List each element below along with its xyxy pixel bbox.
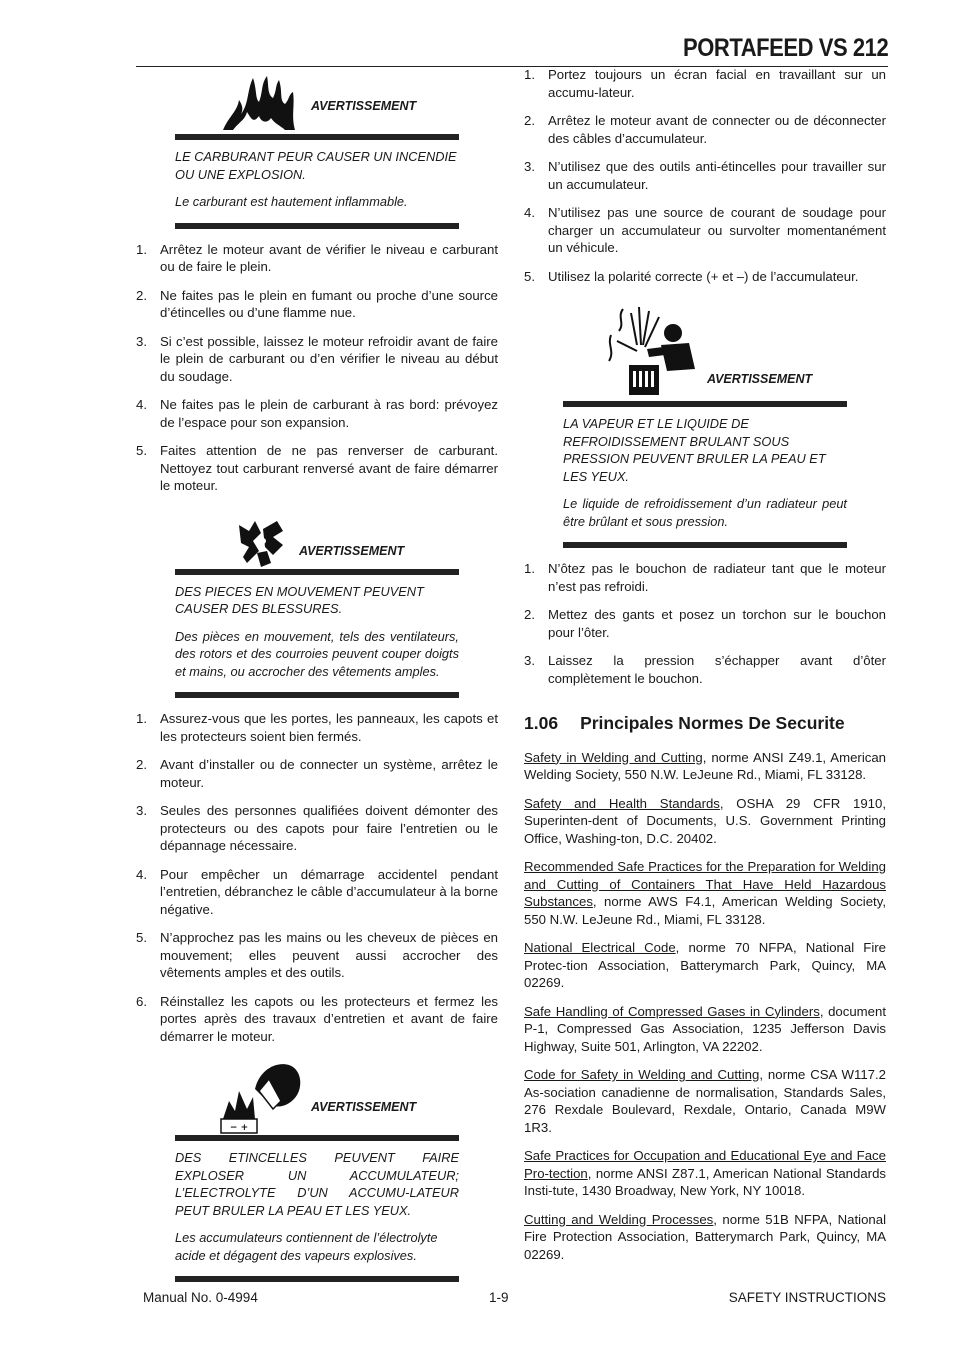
warning-box-fuel [175, 72, 459, 229]
hot-coolant-icon [603, 305, 699, 399]
warning-detail: Le liquide de refroidissement d’un radiateur peut être brûlant et sous pression. [563, 496, 847, 529]
list-item: 1. N’ôtez pas le bouchon de radiateur tant que le moteur n’est pas refroidi. [524, 561, 886, 594]
reference-item: Code for Safety in Welding and Cutting, norme CSA W117.2 As-sociation canadienne de normalisation, Standards Sales, 276 Rexdale Boulevard, Rexdale, Ontario, Canada M9W 1R3. [524, 1067, 886, 1135]
fire-icon [219, 72, 299, 132]
list-item: 2. Mettez des gants et posez un torchon sur le bouchon pour l’ôter. [524, 607, 886, 640]
warning-rule [563, 542, 847, 548]
list-item: 3. Laissez la pression s’échapper avant d’ôter complètement le bouchon. [524, 653, 886, 686]
warning-detail: Le carburant est hautement inflammable. [175, 194, 408, 209]
warning-detail: Les accumulateurs contiennent de l’électrolyte acide et dégagent des vapeurs explosives. [175, 1230, 438, 1263]
list-item: 5. Utilisez la polarité correcte (+ et –) de l’accumulateur. [524, 268, 859, 284]
list-item: 3. N’utilisez que des outils anti-étincelles pour travailler sur un accumulateur. [524, 159, 886, 192]
warning-text [175, 140, 459, 223]
warning-box-battery [175, 1061, 459, 1282]
footer-page-number: 1-9 [489, 1290, 509, 1305]
warning-label: AVERTISSEMENT [299, 543, 405, 558]
warning-rule [175, 692, 459, 698]
list-item: 2. Ne faites pas le plein en fumant ou proche d’une source d’étincelles ou d’une flamme nue. [136, 287, 498, 320]
reference-item: Safety in Welding and Cutting, norme ANSI Z49.1, American Welding Society, 550 N.W. LeJeune Rd., Miami, FL 33128. [524, 749, 887, 782]
list-item: 4. Pour empêcher un démarrage accidentel pendant l’entretien, débranchez le câble d’accumulateur à la borne négative. [136, 866, 498, 917]
warning-headline: DES ETINCELLES PEUVENT FAIRE EXPLOSER UN ACCUMULATEUR; L’ELECTROLYTE D’UN ACCUMU-LATEUR PEUT BRULER LA PEAU ET LES YEUX. [175, 1150, 459, 1218]
footer-manual-number: Manual No. 0-4994 [143, 1290, 258, 1305]
battery-explosion-icon [219, 1061, 303, 1135]
document-title: PORTAFEED VS 212 [682, 34, 888, 62]
list-item: 5. N’approchez pas les mains ou les cheveux de pièces en mouvement; elles peuvent aussi accrocher des vêtements amples et des outils. [136, 930, 498, 980]
reference-item: Cutting and Welding Processes, norme 51B NFPA, National Fire Protection Association, Batterymarch Park, Quincy, MA 02269. [524, 1211, 887, 1262]
list-item: 5. Faites attention de ne pas renverser de carburant. Nettoyez tout carburant renversé avant de faire démarrer le moteur. [136, 443, 498, 493]
reference-item: Recommended Safe Practices for the Preparation for Welding and Cutting of Containers That Have Held Hazardous Substances, norme AWS F4.1, American Welding Society, 550 N.W. LeJeune Rd., Miami, FL 33128. [524, 859, 886, 927]
warning-text [563, 407, 847, 542]
warning-text [175, 1141, 459, 1276]
reference-item: Safe Handling of Compressed Gases in Cylinders, document P-1, Compressed Gas Association, 1235 Jefferson Davis Highway, Suite 501, Arlington, VA 22202. [524, 1003, 886, 1054]
reference-item: Safety and Health Standards, OSHA 29 CFR 1910, Superinten-dent of Documents, U.S. Government Printing Office, Washing-ton, D.C. 20402. [524, 795, 886, 846]
section-number: 1.06 [524, 713, 559, 733]
left-column [136, 72, 498, 1282]
warning-rule [175, 223, 459, 229]
warning-rule [175, 1276, 459, 1282]
moving-parts-list [136, 710, 498, 1045]
standards-references [524, 749, 886, 1264]
list-item: 2. Avant d’installer ou de connecter un système, arrêtez le moteur. [136, 757, 498, 790]
footer-section-name: SAFETY INSTRUCTIONS [728, 1290, 886, 1305]
section-title: Principales Normes De Securite [580, 713, 845, 733]
warning-headline: LE CARBURANT PEUR CAUSER UN INCENDIE OU UNE EXPLOSION. [175, 149, 457, 182]
warning-label: AVERTISSEMENT [311, 1100, 417, 1114]
moving-parts-icon [233, 517, 289, 569]
reference-item: National Electrical Code, norme 70 NFPA, National Fire Protec-tion Association, Batterymarch Park, Quincy, MA 02269. [524, 940, 886, 990]
section-heading [524, 715, 886, 733]
warning-label: AVERTISSEMENT [707, 372, 813, 386]
list-item: 1. Portez toujours un écran facial en travaillant sur un accumu-lateur. [524, 67, 886, 100]
warning-detail: Des pièces en mouvement, tels des ventilateurs, des rotors et des courroies peuvent couper doigts et mains, ou accrocher des vêtements amples. [175, 628, 459, 679]
warning-box-moving-parts [175, 513, 459, 699]
reference-item: Safe Practices for Occupation and Educational Eye and Face Pro-tection, norme ANSI Z87.1, American National Standards Insti-tute, 1430 Broadway, New York, NY 10018. [524, 1148, 886, 1198]
list-item: 3. Seules des personnes qualifiées doivent démonter des protecteurs ou des capots pour faire l’entretien ou le dépannage nécessaire. [136, 803, 498, 853]
warning-text [175, 575, 459, 693]
battery-safety-list [524, 66, 886, 285]
list-item: 4. Ne faites pas le plein de carburant à ras bord: prévoyez de l’espace pour son expansion. [136, 397, 498, 430]
warning-label: AVERTISSEMENT [311, 99, 417, 113]
warning-headline: DES PIECES EN MOUVEMENT PEUVENT CAUSER DES BLESSURES. [175, 583, 424, 616]
list-item: 4. N’utilisez pas une source de courant de soudage pour charger un accumulateur ou survolter momentanément un véhicule. [524, 205, 886, 255]
list-item: 1. Assurez-vous que les portes, les panneaux, les capots et les protecteurs soient bien fermés. [136, 711, 498, 744]
coolant-safety-list [524, 560, 886, 687]
battery-terminal-label: − + [229, 1123, 249, 1133]
right-column [524, 66, 886, 1274]
fuel-safety-list [136, 241, 498, 495]
warning-box-coolant [563, 303, 847, 548]
list-item: 1. Arrêtez le moteur avant de vérifier le niveau e carburant ou de faire le plein. [136, 241, 498, 274]
warning-headline: LA VAPEUR ET LE LIQUIDE DE REFROIDISSEMENT BRULANT SOUS PRESSION PEUVENT BRULER LA PEAU ET LES YEUX. [563, 416, 826, 484]
list-item: 3. Si c’est possible, laissez le moteur refroidir avant de faire le plein de carburant ou d’en vérifier le niveau au début du soudage. [136, 333, 498, 384]
list-item: 6. Réinstallez les capots ou les protecteurs et fermez les portes après des travaux d’entretien et avant de faire démarrer le moteur. [136, 993, 498, 1044]
list-item: 2. Arrêtez le moteur avant de connecter ou de déconnecter des câbles d’accumulateur. [524, 113, 886, 146]
